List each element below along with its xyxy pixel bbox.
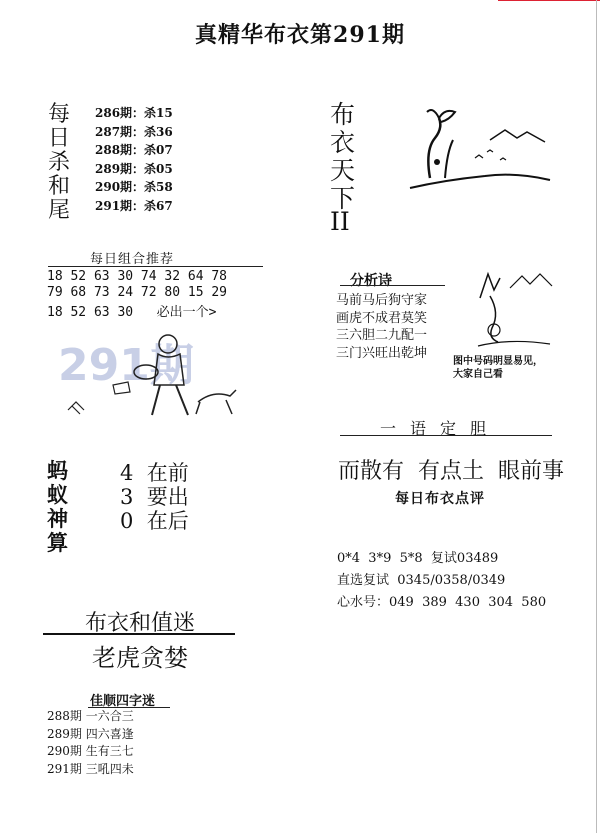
- daily-kill-list: [95, 104, 173, 215]
- buyi-char: 天: [330, 156, 356, 185]
- daily-combo-heading: 每日组合推荐: [90, 252, 175, 267]
- daily-kill-char: 杀: [48, 150, 71, 175]
- riddle-answer: 老虎贪婪: [92, 644, 188, 672]
- daily-combo-list: [47, 269, 228, 320]
- watermark-text: 291期: [58, 340, 194, 391]
- buyi-char: 下: [330, 184, 356, 213]
- list-item: 4 在前: [120, 461, 189, 485]
- buyi-char: II: [330, 207, 350, 236]
- buyi-char: 衣: [330, 128, 356, 157]
- riddle-title: 布衣和值迷: [84, 611, 195, 636]
- divider: [43, 633, 235, 635]
- ant-god-label: [47, 455, 68, 555]
- list-item: 289期 四六喜逢: [47, 726, 134, 741]
- daily-kill-char: 每: [48, 102, 71, 127]
- list-item: 291期：杀67: [95, 198, 173, 213]
- daily-kill-label: [48, 104, 70, 224]
- poem-note: [453, 355, 543, 381]
- list-item: 18 52 63 30 必出一个>: [47, 305, 217, 320]
- mountain-sketch-icon: [470, 268, 555, 348]
- ant-god-char: 蚂: [47, 458, 68, 483]
- yiyu-heading: 一语定胆: [380, 419, 501, 438]
- poem-heading: 分析诗: [350, 273, 392, 289]
- buyi-char: 布: [330, 100, 356, 129]
- poem-lines: [336, 289, 427, 359]
- list-item: 288期 一六合三: [47, 709, 134, 723]
- ant-god-char: 神: [47, 506, 68, 531]
- poem-line: 三门兴旺出乾坤: [336, 345, 428, 361]
- divider: [48, 266, 263, 267]
- page-title: 真精华布衣第291期: [195, 22, 405, 48]
- ant-god-char: 算: [47, 530, 68, 555]
- right-border: [596, 0, 597, 833]
- farmer-with-dog-illustration: [48, 330, 248, 422]
- list-item: 288期：杀07: [95, 143, 173, 157]
- list-item: 0*4 3*9 5*8 复试03489: [337, 551, 499, 566]
- list-item: 直选复试 0345/0358/0349: [337, 573, 506, 588]
- four-char-list: [47, 707, 134, 777]
- list-item: 286期：杀15: [95, 106, 173, 120]
- daily-comment-label: 每日布衣点评: [395, 491, 485, 507]
- list-item: 0 在后: [120, 509, 189, 533]
- list-item: 心水号：049 389 430 304 580: [337, 595, 547, 610]
- picks-list: [337, 548, 546, 614]
- daily-kill-char: 和: [48, 174, 71, 199]
- poem-line: 三六胆二九配一: [336, 328, 428, 343]
- divider: [340, 435, 552, 436]
- list-item: 79 68 73 24 72 80 15 29: [47, 285, 228, 300]
- buyi-tianxia-label: [330, 95, 355, 235]
- poem-line: 画虎不成君莫笑: [336, 310, 428, 326]
- top-red-line: [498, 0, 600, 1]
- four-char-heading: 佳顺四字迷: [90, 694, 156, 709]
- list-item: 287期：杀36: [95, 124, 173, 139]
- divider: [340, 285, 445, 286]
- ant-god-char: 蚁: [47, 482, 68, 507]
- list-item: 290期 生有三七: [47, 744, 134, 758]
- note-line: 图中号码明显易见，: [453, 356, 543, 367]
- yiyu-phrase: 而散有 有点土 眼前事: [338, 459, 564, 484]
- list-item: 291期 三吼四未: [47, 761, 134, 776]
- poem-line: 马前马后狗守家: [336, 293, 428, 308]
- list-item: 289期：杀05: [95, 161, 173, 176]
- list-item: 3 要出: [120, 485, 189, 509]
- list-item: 18 52 63 30 74 32 64 78: [47, 269, 228, 284]
- daily-kill-char: 尾: [48, 198, 71, 223]
- landscape-sketch-icon: [405, 100, 555, 195]
- note-line: 大家自己看: [453, 369, 503, 380]
- ant-god-list: [120, 457, 189, 533]
- list-item: 290期：杀58: [95, 180, 173, 194]
- daily-kill-char: 日: [48, 126, 71, 151]
